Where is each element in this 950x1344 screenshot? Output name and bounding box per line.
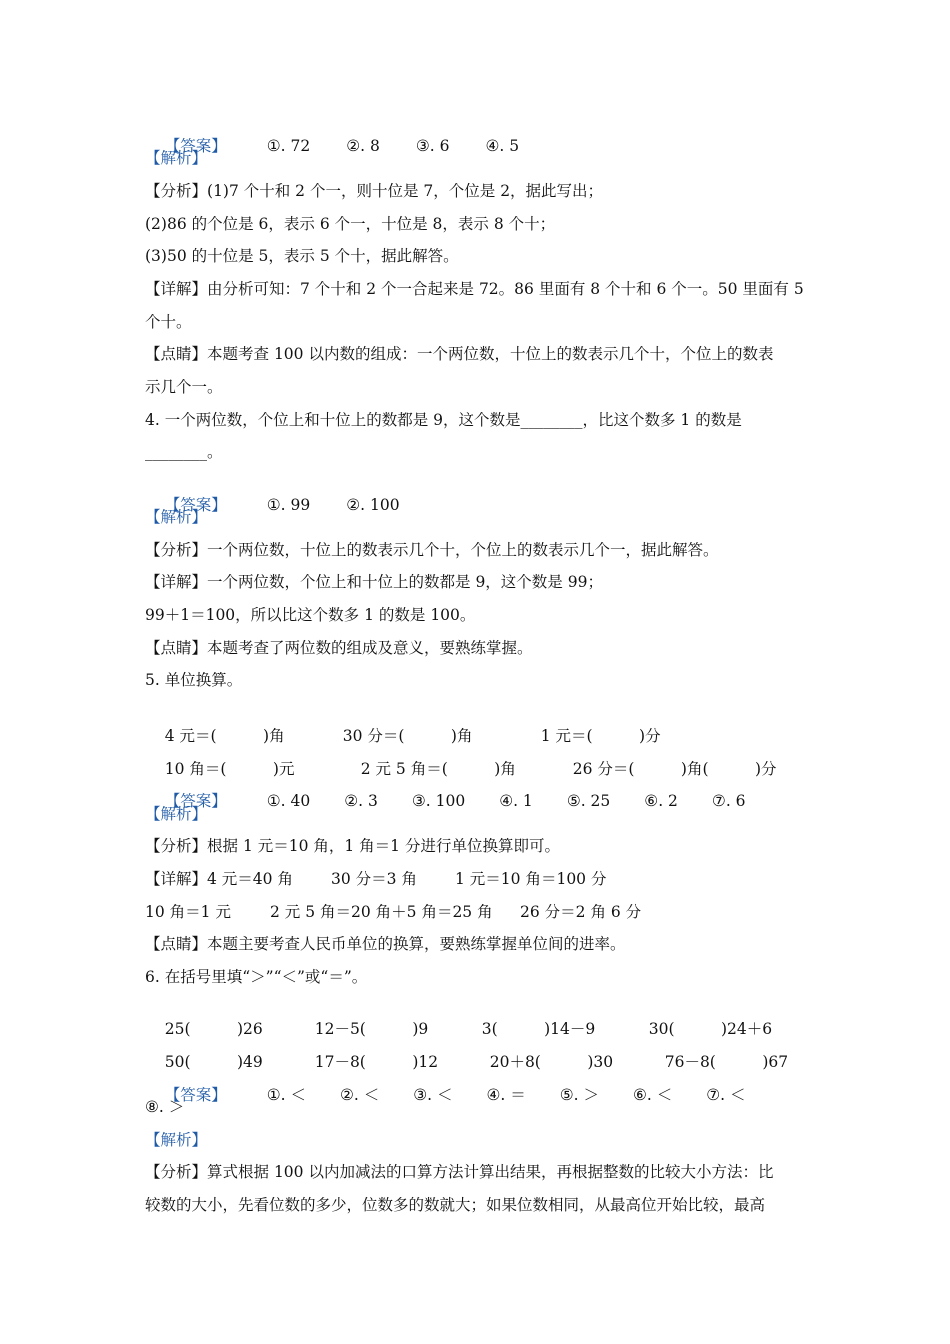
answer-tag: 【答案】	[164, 792, 227, 810]
answer-tag: 【答案】	[164, 496, 227, 514]
analysis-heading: 【解析】	[145, 508, 208, 526]
fill-item: 4 元＝( )角	[164, 727, 285, 745]
detail-item: 1 元＝10 角＝100 分	[455, 870, 607, 888]
text: (1)7 个十和 2 个一，则十位是 7，个位是 2，据此写出；	[207, 182, 604, 200]
answer-item: ②. ＜	[339, 1086, 380, 1104]
answer-item: ①. ＜	[266, 1086, 306, 1104]
detail-tag: 【详解】	[145, 280, 208, 298]
q3-analysis-line-2: (2)86 的个位是 6，表示 6 个一，十位是 8，表示 8 个十；	[145, 215, 556, 233]
q4-remark-line	[145, 638, 533, 658]
fill-item: 12－5( )9	[314, 1020, 429, 1038]
fill-item: 20＋8( )30	[489, 1053, 614, 1071]
answer-item: ⑦. 6	[711, 792, 746, 810]
answer-item: ①. 99	[266, 496, 311, 514]
answer-item: ①. 40	[266, 792, 311, 810]
answer-item: ③. 100	[411, 792, 466, 810]
text: 本题主要考查人民币单位的换算，要熟练掌握单位间的进率。	[207, 935, 626, 953]
answer-item: ②. 3	[344, 792, 378, 810]
answer-item: ⑦. ＜	[706, 1086, 746, 1104]
text: 本题考查 100 以内数的组成：一个两位数，十位上的数表示几个十，个位上的数表	[207, 345, 774, 363]
remark-tag: 【点睛】	[145, 935, 208, 953]
text: 算式根据 100 以内加减法的口算方法计算出结果，再根据整数的比较大小方法：比	[207, 1163, 774, 1181]
fill-item: 10 角＝( )元	[164, 760, 295, 778]
fill-item: 1 元＝( )分	[540, 727, 661, 745]
answer-item: ④. ＝	[486, 1086, 526, 1104]
q3-detail-line-1	[145, 279, 804, 299]
answer-item: ⑥. ＜	[632, 1086, 673, 1104]
answer-item: ⑤. ＞	[559, 1086, 599, 1104]
q3-remark-line-1	[145, 344, 773, 364]
fill-item: 17－8( )12	[314, 1053, 439, 1071]
text: 本题考查了两位数的组成及意义，要熟练掌握。	[207, 639, 533, 657]
detail-item: 26 分＝2 角 6 分	[520, 903, 642, 921]
q4-detail-line-2: 99＋1＝100，所以比这个数多 1 的数是 100。	[145, 606, 476, 624]
answer-item: ③. ＜	[413, 1086, 453, 1104]
q5-detail-line-1	[145, 869, 606, 889]
analysis-tag: 【分析】	[145, 182, 208, 200]
text: 由分析可知：7 个十和 2 个一合起来是 72。86 里面有 8 个十和 6 个一。50 里面有 5	[207, 280, 804, 298]
q3-remark-line-2: 示几个一。	[145, 378, 223, 396]
fill-item: 50( )49	[164, 1053, 263, 1071]
answer-item: ②. 8	[346, 137, 380, 155]
q5-analysis-line	[145, 836, 560, 856]
detail-item: 30 分＝3 角	[331, 870, 417, 888]
q5-remark-line	[145, 934, 626, 954]
analysis-tag: 【分析】	[145, 837, 208, 855]
q4-analysis-line	[145, 540, 719, 560]
fill-item: 30( )24＋6	[648, 1020, 773, 1038]
answer-item: ⑤. 25	[566, 792, 611, 810]
analysis-heading: 【解析】	[145, 149, 208, 167]
detail-item: 4 元＝40 角	[207, 870, 293, 888]
q6-answer-line	[145, 1065, 745, 1125]
q3-analysis-line-3: (3)50 的十位是 5，表示 5 个十，据此解答。	[145, 247, 459, 265]
q3-detail-line-2: 个十。	[145, 313, 192, 331]
detail-tag: 【详解】	[145, 573, 208, 591]
answer-item: ③. 6	[415, 137, 450, 155]
analysis-tag: 【分析】	[145, 541, 208, 559]
detail-item: 2 元 5 角＝20 角＋5 角＝25 角	[270, 903, 493, 921]
answer-item: ①. 72	[266, 137, 311, 155]
remark-tag: 【点睛】	[145, 345, 208, 363]
q6-analysis-line-2: 较数的大小，先看位数的多少，位数多的数就大；如果位数相同，从最高位开始比较，最高	[145, 1196, 766, 1214]
answer-item: ④. 1	[499, 792, 533, 810]
answer-item: ⑥. 2	[644, 792, 678, 810]
fill-item: 25( )26	[164, 1020, 263, 1038]
q3-analysis-line-1	[145, 181, 603, 201]
q5-detail-line-2	[145, 902, 641, 922]
answer-item: ②. 100	[346, 496, 400, 514]
q4-question-line-1: 4. 一个两位数，个位上和十位上的数都是 9，这个数是________，比这个数多 1 的数是	[145, 411, 742, 429]
q6-question: 6. 在括号里填“＞”“＜”或“＝”。	[145, 968, 368, 986]
fill-item: 2 元 5 角＝( )角	[360, 760, 516, 778]
text: 根据 1 元＝10 角，1 角＝1 分进行单位换算即可。	[207, 837, 560, 855]
q5-question: 5. 单位换算。	[145, 671, 243, 689]
analysis-tag: 【分析】	[145, 1163, 208, 1181]
remark-tag: 【点睛】	[145, 639, 208, 657]
fill-item: 3( )14－9	[481, 1020, 596, 1038]
text: 一个两位数，十位上的数表示几个十，个位上的数表示几个一，据此解答。	[207, 541, 719, 559]
detail-tag: 【详解】	[145, 870, 208, 888]
fill-item: 26 分＝( )角( )分	[572, 760, 777, 778]
text: 一个两位数，个位上和十位上的数都是 9，这个数是 99；	[207, 573, 603, 591]
answer-tag: 【答案】	[164, 137, 227, 155]
q6-analysis-line-1	[145, 1162, 773, 1182]
q4-detail-line-1	[145, 572, 603, 592]
answer-item: ④. 5	[485, 137, 520, 155]
q6-answer-line-2: ⑧. ＞	[145, 1098, 185, 1116]
q5-answer-line	[145, 771, 746, 831]
fill-item: 76－8( )67	[664, 1053, 789, 1071]
q4-question-line-2: ________。	[145, 443, 223, 461]
detail-item: 10 角＝1 元	[145, 903, 231, 921]
analysis-heading: 【解析】	[145, 1131, 208, 1149]
fill-item: 30 分＝( )角	[342, 727, 473, 745]
answer-tag: 【答案】	[164, 1086, 227, 1104]
analysis-heading: 【解析】	[145, 805, 208, 823]
